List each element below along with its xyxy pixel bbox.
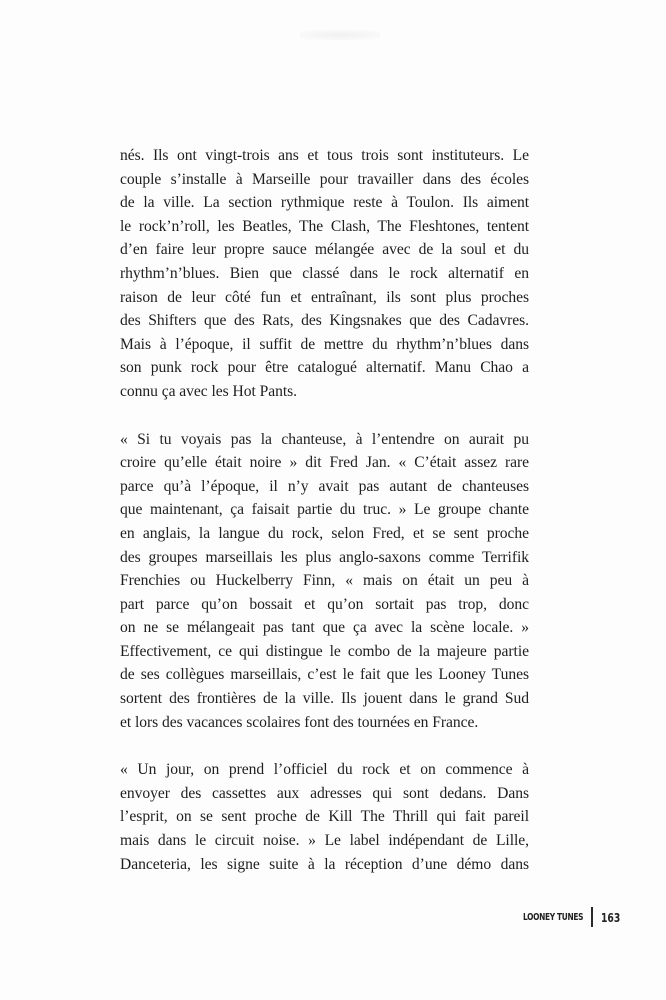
text-line: croire qu’elle était noire » dit Fred Jan. « C’était assez rare [120, 454, 529, 472]
text-line: Frenchies ou Huckelberry Finn, « mais on était un peu à [120, 572, 529, 590]
text-line: des Shifters que des Rats, des Kingsnakes que des Cadavres. [120, 312, 529, 330]
scan-smudge [300, 30, 380, 40]
text-line: connu ça avec les Hot Pants. [120, 382, 298, 400]
text-line: en anglais, la langue du rock, selon Fred, et se sent proche [120, 524, 529, 542]
text-line: Effectivement, ce qui distingue le combo de la majeure partie [120, 642, 529, 660]
text-line: l’esprit, on se sent proche de Kill The Thrill qui fait pareil [120, 808, 529, 826]
page-number: 163 [601, 909, 621, 925]
text-line: on ne se mélangeait pas tant que ça avec la scène locale. » [120, 619, 529, 637]
text-line: part parce qu’on bossait et qu’on sortait pas trop, donc [120, 595, 529, 613]
text-line: et lors des vacances scolaires font des tournées en France. [120, 713, 479, 731]
text-line: mais dans le circuit noise. » Le label indépendant de Lille, [120, 832, 529, 850]
text-line: nés. Ils ont vingt-trois ans et tous trois sont instituteurs. Le [120, 147, 529, 164]
text-line: que maintenant, ça faisait partie du truc. » Le groupe chante [120, 501, 529, 519]
page-footer [506, 906, 625, 928]
text-line: le rock’n’roll, les Beatles, The Clash, The Fleshtones, tentent [120, 217, 529, 235]
text-line: « Un jour, on prend l’officiel du rock et on commence à [120, 761, 529, 779]
text-line: Mais à l’époque, il suffit de mettre du rhythm’n’blues dans [120, 335, 529, 353]
text-line: parce qu’à l’époque, il n’y avait pas autant de chanteuses [120, 477, 529, 495]
text-line: de ses collègues marseillais, c’est le fait que les Looney Tunes [120, 666, 529, 684]
footer-divider [591, 907, 593, 927]
paragraph-3 [120, 758, 529, 876]
paragraph-2 [120, 428, 529, 735]
text-line: envoyer des cassettes aux adresses qui sont dedans. Dans [120, 784, 529, 802]
text-line: sortent des frontières de la ville. Ils jouent dans le grand Sud [120, 690, 529, 708]
paragraph-gap [120, 734, 529, 758]
text-line: des groupes marseillais les plus anglo-saxons comme Terrifik [120, 548, 529, 566]
body-text [120, 144, 529, 876]
text-line: Danceteria, les signe suite à la réception d’une démo dans [120, 855, 529, 873]
text-line: « Si tu voyais pas la chanteuse, à l’entendre on aurait pu [120, 430, 529, 448]
paragraph-1 [120, 144, 529, 404]
running-title: LOONEY TUNES [522, 911, 584, 923]
text-line: couple s’installe à Marseille pour travailler dans des écoles [120, 170, 529, 188]
text-line: d’en faire leur propre sauce mélangée avec de la soul et du [120, 241, 529, 259]
text-line: de la ville. La section rythmique reste à Toulon. Ils aiment [120, 194, 529, 212]
paragraph-gap [120, 404, 529, 428]
text-line: raison de leur côté fun et entraînant, ils sont plus proches [120, 288, 529, 306]
text-line: son punk rock pour être catalogué alternatif. Manu Chao a [120, 359, 529, 377]
text-line: rhythm’n’blues. Bien que classé dans le rock alternatif en [120, 264, 529, 282]
